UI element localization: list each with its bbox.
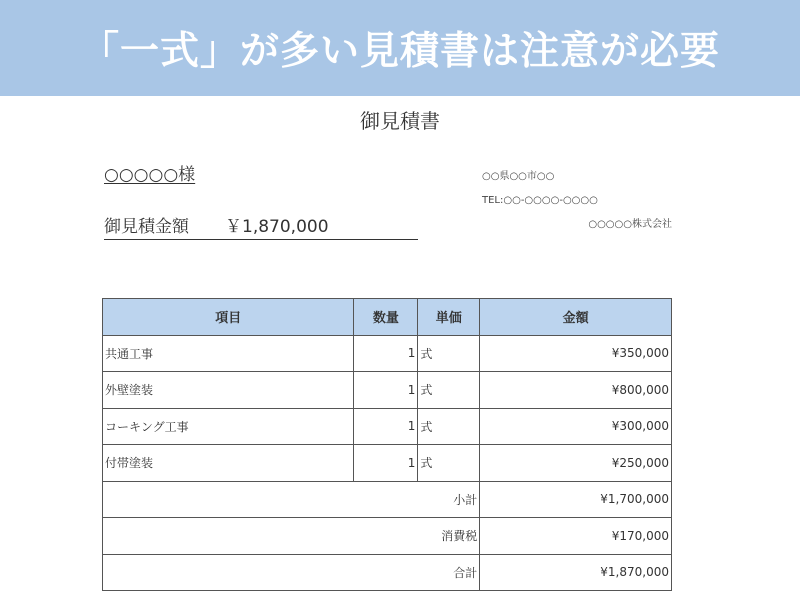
row-unit: 式 xyxy=(418,372,480,409)
table-header-row xyxy=(103,299,672,336)
header-unit: 単価 xyxy=(418,299,480,336)
estimate-table xyxy=(102,298,672,591)
total-amount: ¥1,870,000 xyxy=(480,554,672,591)
banner-title: 「一式」が多い見積書は注意が必要 xyxy=(79,29,720,74)
row-unit: 式 xyxy=(418,335,480,372)
row-qty: 1 xyxy=(354,408,418,445)
total-amount-row xyxy=(104,218,418,240)
table-row xyxy=(103,408,672,445)
tax-row xyxy=(103,518,672,555)
row-amount: ¥250,000 xyxy=(480,445,672,482)
tax-amount: ¥170,000 xyxy=(480,518,672,555)
header-banner xyxy=(0,0,800,96)
sender-address: ○○県○○市○○ xyxy=(482,171,555,182)
row-amount: ¥300,000 xyxy=(480,408,672,445)
subtotal-row xyxy=(103,481,672,518)
row-item: 外壁塗装 xyxy=(103,372,354,409)
header-amount: 金額 xyxy=(480,299,672,336)
recipient-name: ○○○○○様 xyxy=(104,165,196,185)
row-qty: 1 xyxy=(354,372,418,409)
row-unit: 式 xyxy=(418,445,480,482)
table-row xyxy=(103,372,672,409)
sender-company: ○○○○○株式会社 xyxy=(588,219,672,230)
row-qty: 1 xyxy=(354,445,418,482)
total-amount-value: ￥1,870,000 xyxy=(225,217,329,237)
row-item: 共通工事 xyxy=(103,335,354,372)
row-amount: ¥350,000 xyxy=(480,335,672,372)
sender-block xyxy=(482,165,672,237)
total-label: 合計 xyxy=(103,554,480,591)
header-qty: 数量 xyxy=(354,299,418,336)
header-item: 項目 xyxy=(103,299,354,336)
tax-label: 消費税 xyxy=(103,518,480,555)
row-amount: ¥800,000 xyxy=(480,372,672,409)
total-row xyxy=(103,554,672,591)
subtotal-amount: ¥1,700,000 xyxy=(480,481,672,518)
total-amount-label: 御見積金額 xyxy=(104,217,189,237)
subtotal-label: 小計 xyxy=(103,481,480,518)
table-row xyxy=(103,335,672,372)
table-row xyxy=(103,445,672,482)
document-title: 御見積書 xyxy=(360,109,440,133)
row-item: 付帯塗装 xyxy=(103,445,354,482)
sender-tel: TEL:○○-○○○○-○○○○ xyxy=(482,195,598,206)
row-unit: 式 xyxy=(418,408,480,445)
row-item: コーキング工事 xyxy=(103,408,354,445)
row-qty: 1 xyxy=(354,335,418,372)
